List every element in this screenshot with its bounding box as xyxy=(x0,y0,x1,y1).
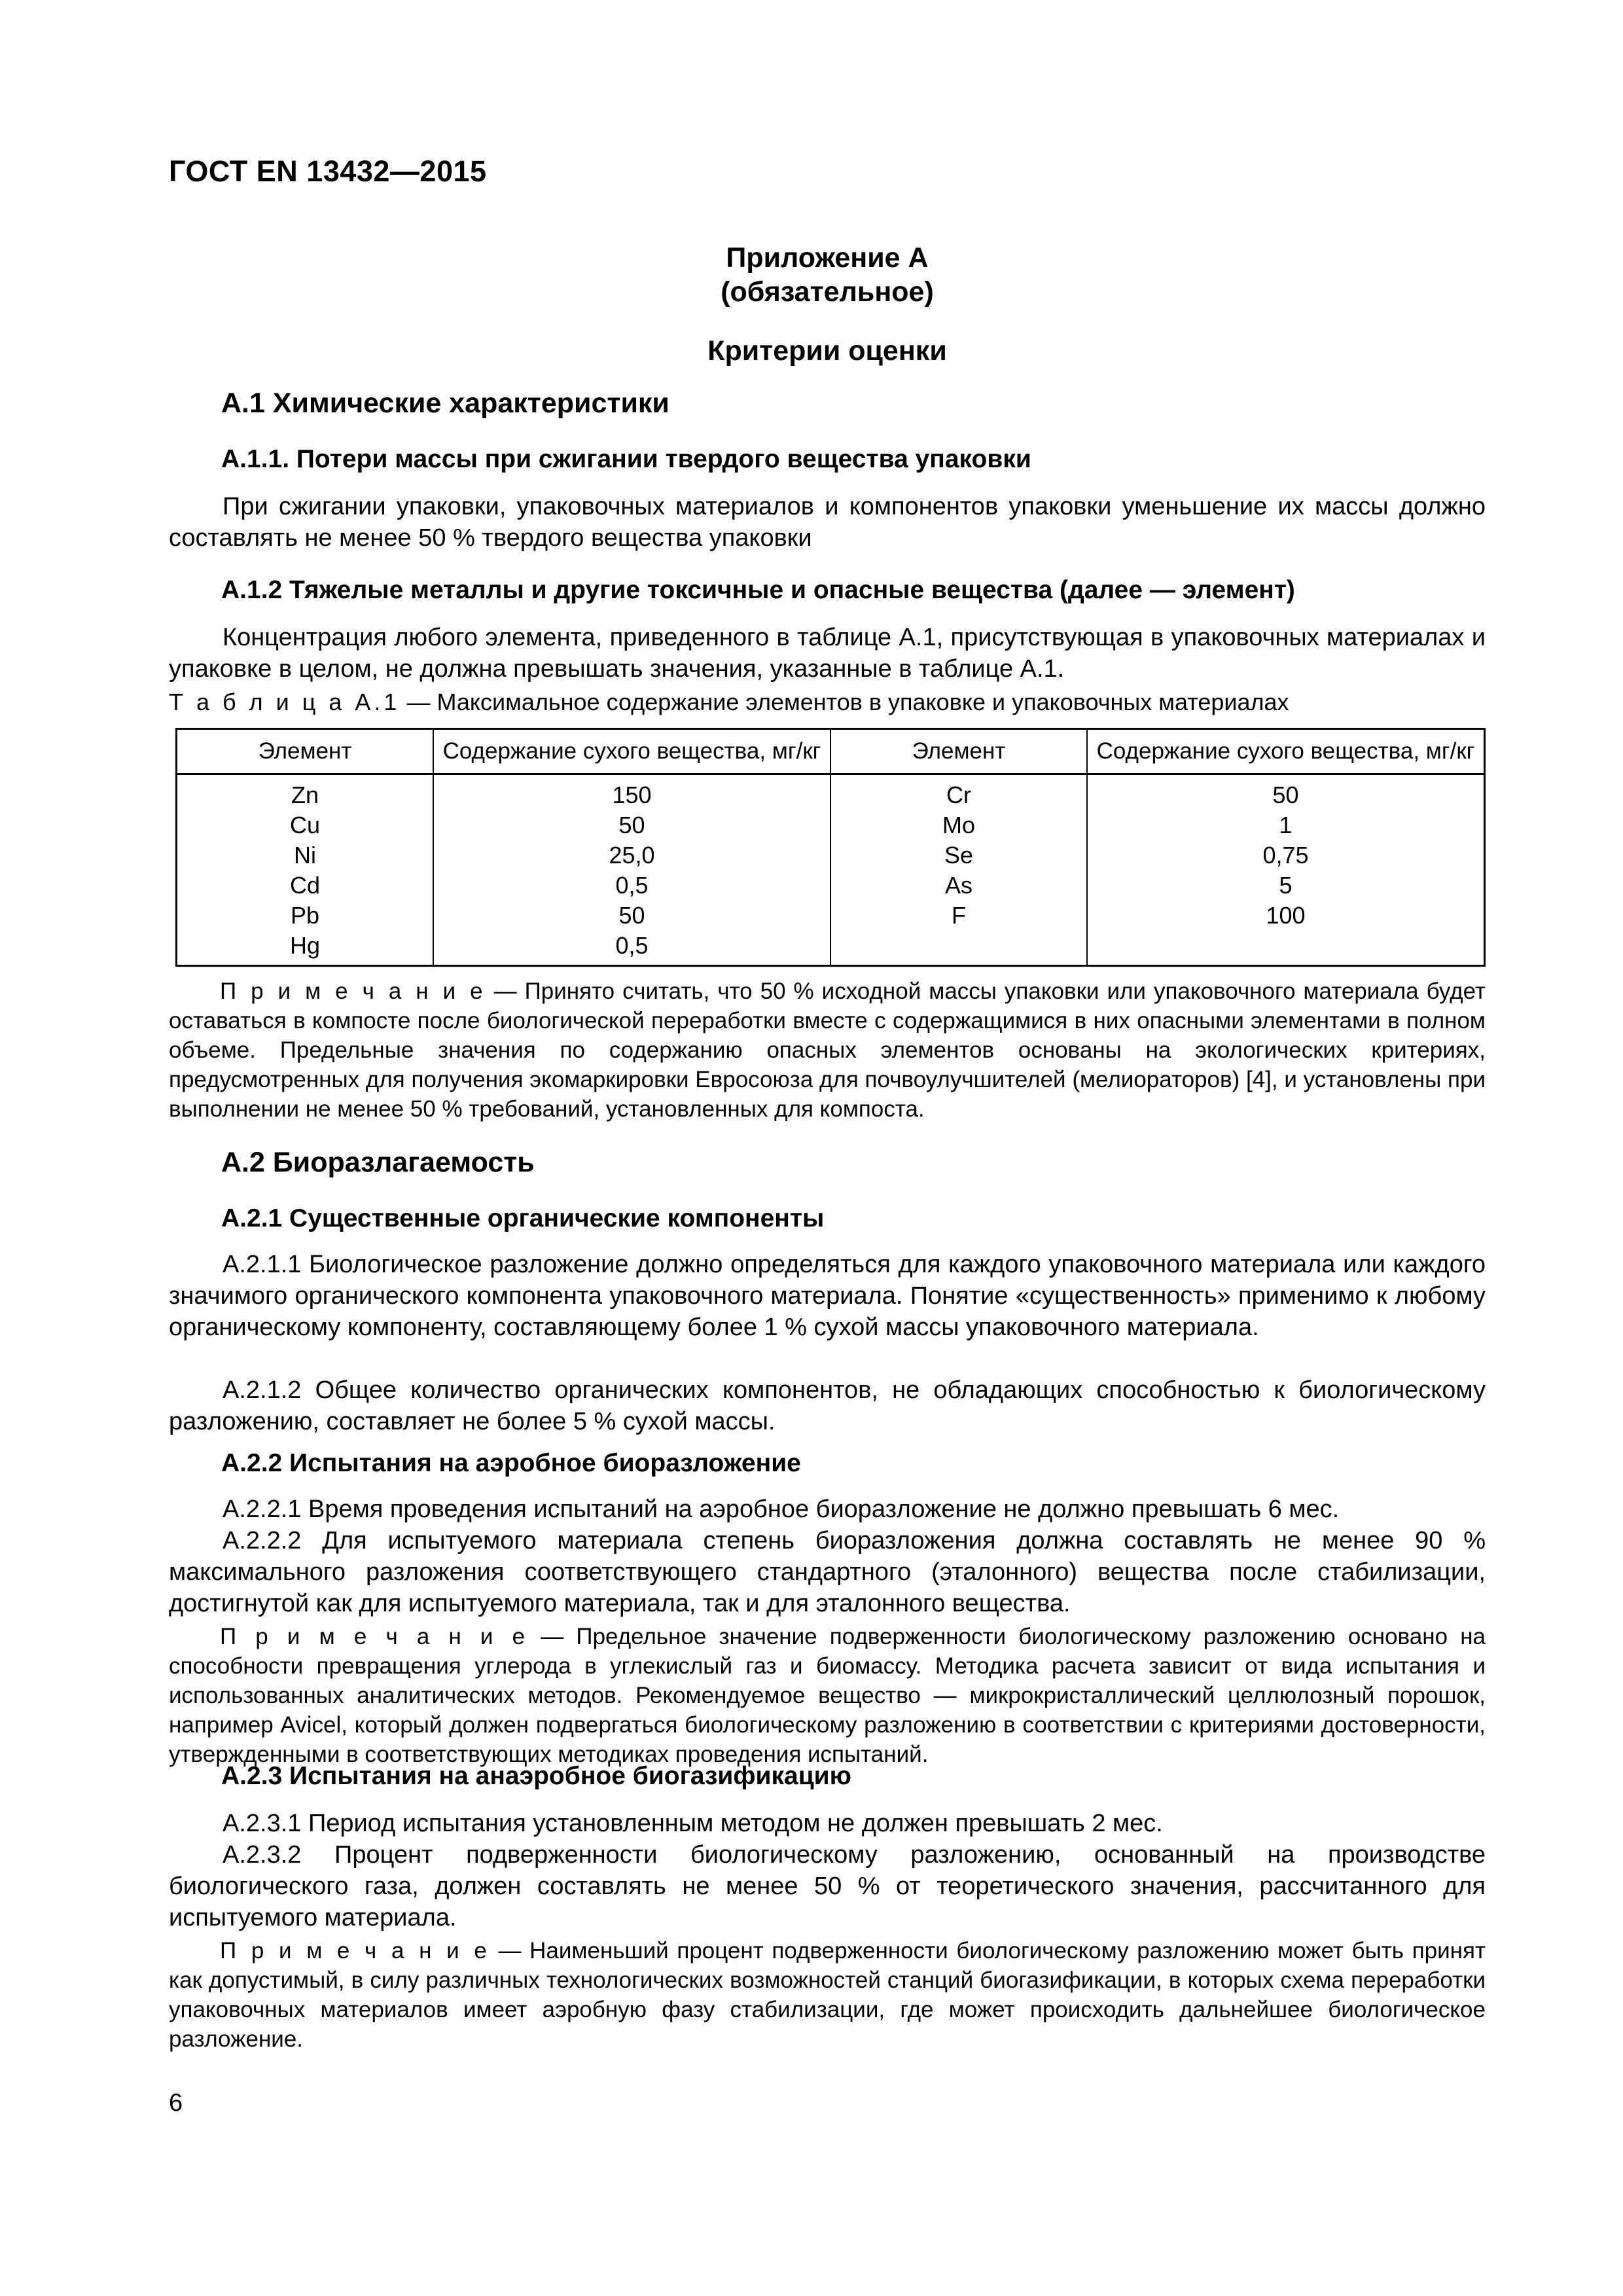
cell-value xyxy=(1087,931,1484,966)
cell-element: Hg xyxy=(177,931,434,966)
cell-element: Mo xyxy=(830,810,1087,840)
heading-a2: А.2 Биоразлагаемость xyxy=(221,1147,535,1178)
note-body: — Наименьший процент подверженности биологическому разложению может быть принят как допустимый, в силу различных технологических возможностей станций биогазификации, в которых схема переработки упаковочных материалов имеет аэробную фазу стабилизации, где может происходить дальнейшее биологическое разложение. xyxy=(169,1938,1486,2052)
table-head xyxy=(177,729,1485,774)
table-row xyxy=(177,810,1485,840)
paragraph-a2-3-1 xyxy=(169,1808,1486,1839)
table-a1-wrapper xyxy=(175,728,1486,967)
cell-value: 1 xyxy=(1087,810,1484,840)
paragraph-a2-1-1-text: А.2.1.1 Биологическое разложение должно определяться для каждого упаковочного материала или каждого значимого органического компонента упаковочного материала. Понятие «существенность» применимо к любому органическому компоненту, составляющему более 1 % сухой массы упаковочного материала. xyxy=(169,1251,1486,1341)
paragraph-a1-2-text: Концентрация любого элемента, приведенного в таблице А.1, присутствующая в упаковочных материалах и упаковке в целом, не должна превышать значения, указанные в таблице А.1. xyxy=(169,624,1486,683)
cell-element: Ni xyxy=(177,840,434,870)
cell-value: 25,0 xyxy=(433,840,830,870)
column-header-content-1: Содержание сухого вещества, мг/кг xyxy=(433,729,830,774)
cell-value: 100 xyxy=(1087,901,1484,931)
column-header-element-1: Элемент xyxy=(177,729,434,774)
table-caption-label: Т а б л и ц а А.1 xyxy=(169,689,401,715)
cell-element xyxy=(830,931,1087,966)
table-header-row xyxy=(177,729,1485,774)
cell-value: 50 xyxy=(433,901,830,931)
paragraph-a2-3-1-text: А.2.3.1 Период испытания установленным методом не должен превышать 2 мес. xyxy=(223,1810,1163,1837)
paragraph-a2-2-1 xyxy=(169,1494,1486,1525)
cell-value: 5 xyxy=(1087,870,1484,901)
column-header-content-2: Содержание сухого вещества, мг/кг xyxy=(1087,729,1484,774)
paragraph-a2-2-1-text: А.2.2.1 Время проведения испытаний на аэробное биоразложение не должно превышать 6 мес. xyxy=(223,1496,1340,1523)
paragraph-a2-2-2 xyxy=(169,1525,1486,1619)
cell-value: 0,75 xyxy=(1087,840,1484,870)
cell-element: Pb xyxy=(177,901,434,931)
paragraph-a1-2 xyxy=(169,622,1486,685)
paragraph-a2-3-2-text: А.2.3.2 Процент подверженности биологическому разложению, основанный на производстве биологического газа, должен составлять не менее 50 % от теоретического значения, рассчитанного для испытуемого материала. xyxy=(169,1841,1486,1931)
annex-subtitle: (обязательное) xyxy=(721,276,934,308)
cell-element: Zn xyxy=(177,774,434,811)
column-header-element-2: Элемент xyxy=(830,729,1087,774)
note-body: — Предельное значение подверженности биологическому разложению основано на способности превращения углерода в углекислый газ и биомассу. Методика расчета зависит от вида испытания и использованных аналитических методов. Рекомендуемое вещество — микрокристаллический целлюлозный порошок, например Avicel, который должен подвергаться биологическому разложению в соответствии с критериями достоверности, утвержденными в соответствующих методиках проведения испытаний. xyxy=(169,1624,1486,1767)
cell-value: 50 xyxy=(1087,774,1484,811)
table-a1 xyxy=(175,728,1486,967)
cell-element: Cu xyxy=(177,810,434,840)
paragraph-a1-1-text: При сжигании упаковки, упаковочных материалов и компонентов упаковки уменьшение их массы должно составлять не менее 50 % твердого вещества упаковки xyxy=(169,493,1486,552)
heading-a1-1: А.1.1. Потери массы при сжигании твердого вещества упаковки xyxy=(221,445,1031,473)
table-row xyxy=(177,840,1485,870)
cell-value: 50 xyxy=(433,810,830,840)
note-a2-3 xyxy=(169,1936,1486,2054)
cell-value: 150 xyxy=(433,774,830,811)
paragraph-a2-3-2 xyxy=(169,1839,1486,1933)
table-row xyxy=(177,870,1485,901)
heading-a2-3: А.2.3 Испытания на анаэробное биогазификацию xyxy=(221,1762,851,1790)
table-caption xyxy=(169,689,1289,716)
table-a1-note xyxy=(169,977,1486,1124)
heading-a2-1: А.2.1 Существенные органические компоненты xyxy=(221,1204,825,1232)
running-head: ГОСТ EN 13432—2015 xyxy=(169,154,487,188)
table-row xyxy=(177,931,1485,966)
paragraph-a2-1-2 xyxy=(169,1374,1486,1437)
note-label: П р и м е ч а н и е xyxy=(220,978,486,1004)
note-body: — Принято считать, что 50 % исходной массы упаковки или упаковочного материала будет оставаться в компосте после биологической переработки вместе с содержащимися в них опасными элементами в полном объеме. Предельные значения по содержанию опасных элементов основаны на экологических критериях, предусмотренных для получения экомаркировки Евросоюза для почвоулучшителей (мелиораторов) [4], и установлены при выполнении не менее 50 % требований, установленных для компоста. xyxy=(169,978,1486,1122)
cell-value: 0,5 xyxy=(433,870,830,901)
paragraph-a2-2-2-text: А.2.2.2 Для испытуемого материала степень биоразложения должна составлять не менее 90 % максимального разложения соответствующего стандартного (эталонного) вещества после стабилизации, достигнутой как для испытуемого материала, так и для эталонного вещества. xyxy=(169,1527,1486,1617)
cell-element: As xyxy=(830,870,1087,901)
paragraph-a2-1-2-text: А.2.1.2 Общее количество органических компонентов, не обладающих способностью к биологическому разложению, составляет не более 5 % сухой массы. xyxy=(169,1376,1486,1435)
cell-element: Se xyxy=(830,840,1087,870)
note-label: П р и м е ч а н и е xyxy=(220,1938,490,1964)
heading-a1: А.1 Химические характеристики xyxy=(221,387,669,419)
page-number: 6 xyxy=(169,2089,183,2117)
note-a2-2 xyxy=(169,1622,1486,1769)
table-body xyxy=(177,774,1485,966)
cell-element: F xyxy=(830,901,1087,931)
table-row xyxy=(177,774,1485,811)
table-row xyxy=(177,901,1485,931)
cell-value: 0,5 xyxy=(433,931,830,966)
paragraph-a1-1 xyxy=(169,491,1486,554)
table-caption-text: — Максимальное содержание элементов в упаковке и упаковочных материалах xyxy=(400,689,1289,715)
note-label: П р и м е ч а н и е xyxy=(220,1624,529,1649)
annex-title: Приложение А xyxy=(726,242,929,274)
paragraph-a2-1-1 xyxy=(169,1249,1486,1343)
cell-element: Cr xyxy=(830,774,1087,811)
annex-heading: Критерии оценки xyxy=(707,335,947,367)
heading-a1-2: А.1.2 Тяжелые металлы и другие токсичные и опасные вещества (далее — элемент) xyxy=(221,576,1295,604)
cell-element: Cd xyxy=(177,870,434,901)
heading-a2-2: А.2.2 Испытания на аэробное биоразложение xyxy=(221,1449,801,1477)
